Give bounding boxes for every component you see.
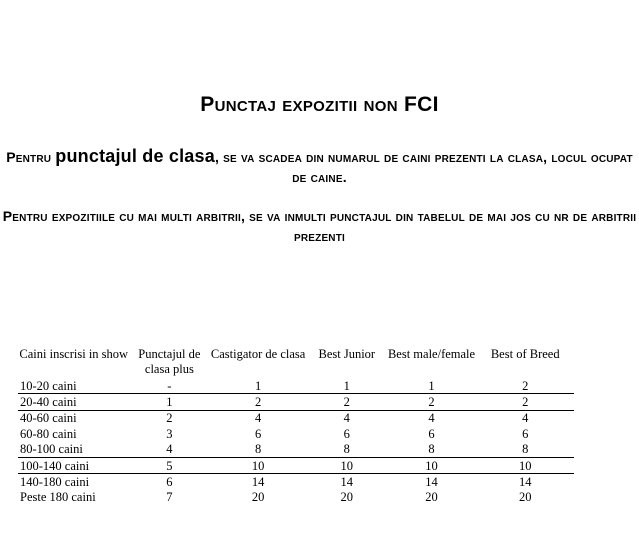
table-cell: 2 [307,394,387,410]
table-cell: 6 [254,426,262,441]
table-cell: 2 [129,410,209,426]
table-cell: 2 [387,394,477,410]
col-header-class-winner: Castigator de clasa [210,347,306,361]
table-cell: 10-20 caini [20,378,77,393]
table-cell: Peste 180 caini [20,490,96,505]
table-cell: 2 [522,378,529,393]
multiple-judges-note: Pentru expozitiile cu mai multi arbitrii, se va inmulti punctajul din tabelul de mai jos cu nr de arbitrii prezenti [2,208,637,244]
table-row [18,378,574,394]
table-cell: 8 [343,442,350,457]
table-cell: 20-40 caini [18,394,129,410]
table-cell: 6 [428,426,435,441]
table-cell: 3 [166,426,173,441]
table-cell: 100-140 caini [18,457,129,473]
table-cell: 14 [476,474,574,490]
table-cell: 6 [129,474,209,490]
table-cell: 10 [209,457,307,473]
col-header-dogs-entered: Caini inscrisi in show [19,347,129,361]
col-header-class-plus: Punctajul de clasa plus [138,347,201,376]
table-cell: 8 [254,442,262,457]
col-header-best-of-breed: Best of Breed [490,347,560,361]
table-cell: 40-60 caini [18,410,129,426]
table-cell: 4 [307,410,387,426]
table-cell: 1 [343,378,350,393]
table-cell: 4 [166,442,173,457]
table-cell: 20 [251,490,265,505]
table-row [18,410,574,426]
table-cell: 4 [387,410,477,426]
table-cell: 14 [209,474,307,490]
table-row [18,394,574,410]
table-cell: 4 [476,410,574,426]
table-cell: 10 [387,457,477,473]
table-header-row [18,347,574,378]
table-cell: - [167,378,172,393]
table-cell: 14 [307,474,387,490]
table-cell: 140-180 caini [18,474,129,490]
table-cell: 1 [129,394,209,410]
table-cell: 4 [209,410,307,426]
page-title: Punctaj expozitii non FCI [200,93,439,116]
table-cell: 2 [209,394,307,410]
note-text-end: , se va scadea din numarul de caini prezenti la clasa, locul ocupat de caine. [214,149,633,185]
table-row [18,426,574,441]
table-row [18,442,574,458]
note-emphasis: punctajul de clasa [55,146,215,166]
table-cell: 10 [307,457,387,473]
table-cell: 20 [340,490,354,505]
table-cell: 8 [428,442,435,457]
table-cell: 14 [387,474,477,490]
note-text-start: Pentru [6,149,56,165]
table-row [18,457,574,473]
table-cell: 6 [522,426,529,441]
table-cell: 1 [254,378,262,393]
table-cell: 20 [425,490,438,505]
table-cell: 2 [476,394,574,410]
table-cell: 80-100 caini [20,442,83,457]
table-cell: 6 [343,426,350,441]
table-row [18,474,574,490]
col-header-best-junior: Best Junior [318,347,376,361]
table-row [18,490,574,505]
score-table [18,347,574,505]
class-score-note [0,146,639,187]
table-cell: 5 [129,457,209,473]
table-cell: 1 [428,378,435,393]
table-cell: 7 [166,490,173,505]
table-cell: 10 [476,457,574,473]
table-cell: 20 [518,490,532,505]
table-cell: 8 [522,442,529,457]
table-cell: 60-80 caini [20,426,77,441]
col-header-best-male-female: Best male/female [387,347,476,361]
